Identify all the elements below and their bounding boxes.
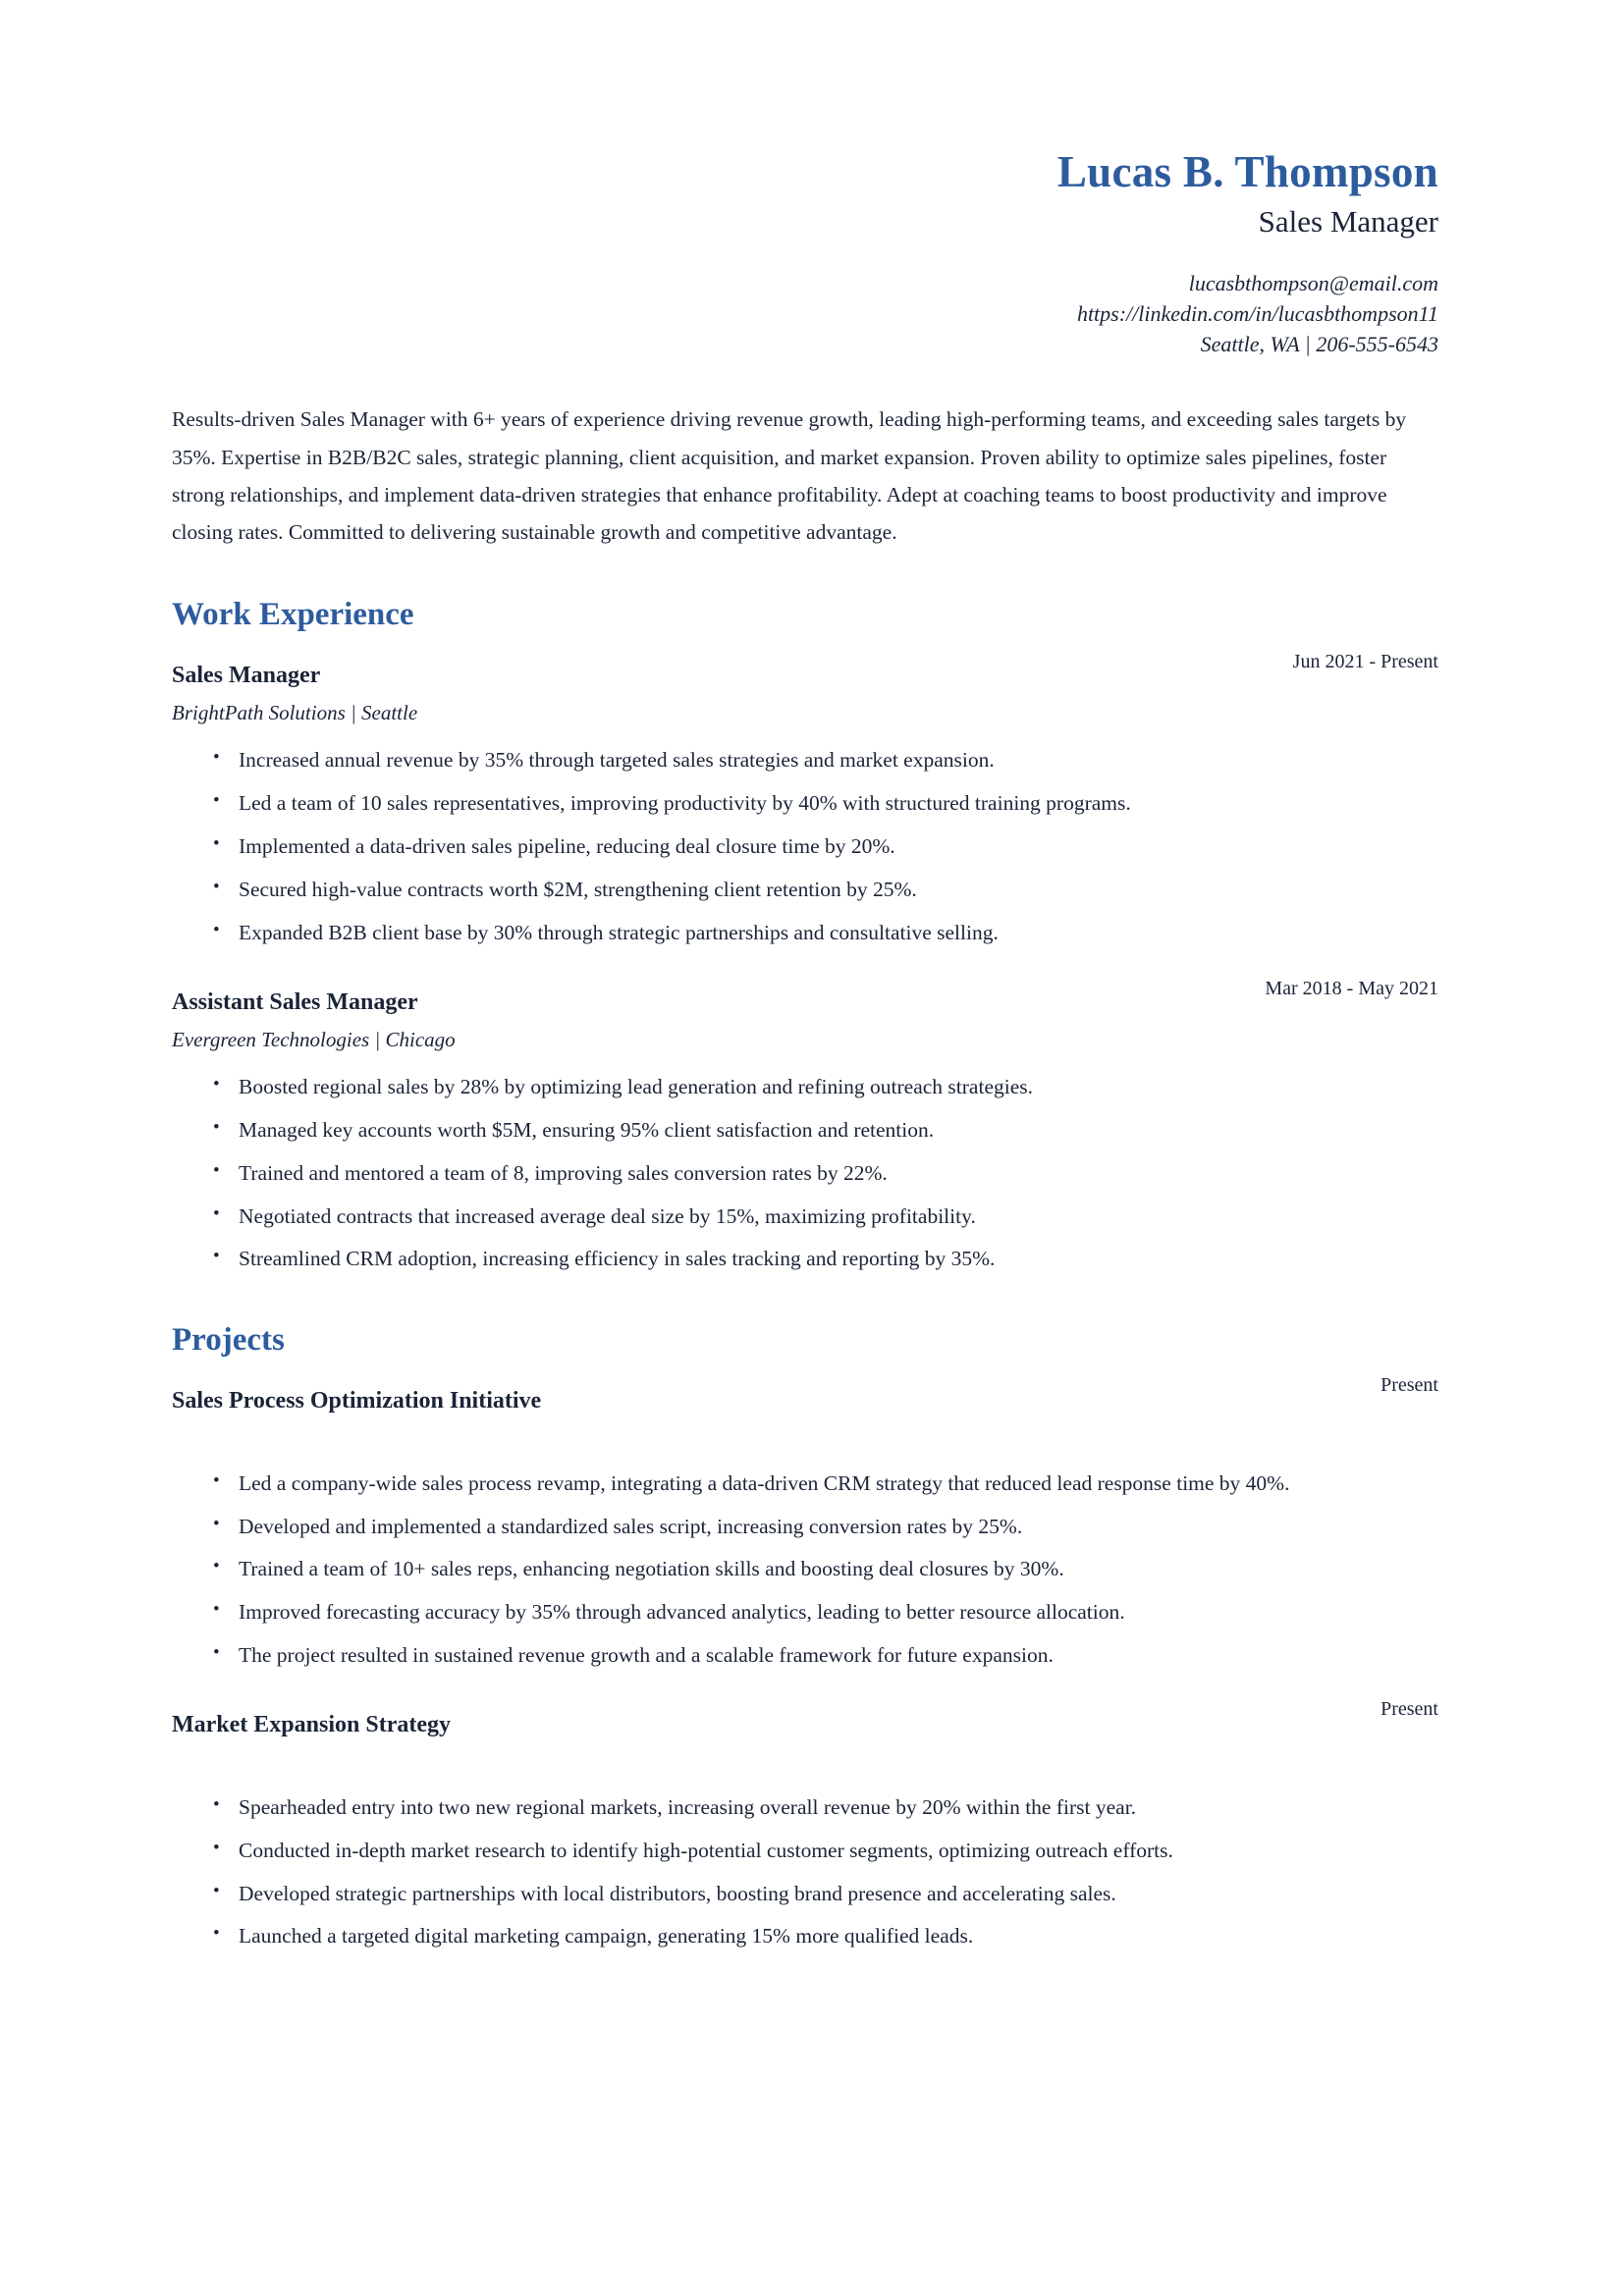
section-title-projects: Projects (172, 1322, 285, 1359)
resume-header (172, 0, 1438, 359)
project-entry (172, 1697, 1438, 1953)
work-entry-bullets (172, 743, 1438, 949)
contact-location-phone: Seattle, WA | 206-555-6543 (1200, 332, 1438, 357)
project-entry-title: Sales Process Optimization Initiative (172, 1387, 542, 1414)
bullet-item: • Secured high-value contracts worth $2M, strengthening client retention by 25%. (239, 873, 1438, 907)
project-entry-date: Present (1380, 1373, 1438, 1396)
bullet-item: • Streamlined CRM adoption, increasing efficiency in sales tracking and reporting by 35%. (239, 1242, 1438, 1276)
bullet-item: • Implemented a data-driven sales pipeline, reducing deal closure time by 20%. (239, 829, 1438, 864)
candidate-name: Lucas B. Thompson (1056, 147, 1438, 196)
work-entry-title: Sales Manager (172, 663, 321, 689)
contact-block (172, 268, 1438, 360)
project-entry-head (172, 1697, 1438, 1743)
bullet-item: • Trained and mentored a team of 8, improving sales conversion rates by 22%. (239, 1156, 1438, 1191)
candidate-job-title: Sales Manager (1258, 204, 1438, 240)
bullet-item: • Spearheaded entry into two new regional markets, increasing overall revenue by 20% within the first year. (239, 1790, 1438, 1825)
project-entry-title: Market Expansion Strategy (172, 1711, 451, 1737)
section-work-experience (172, 596, 1438, 1276)
bullet-item: • Launched a targeted digital marketing campaign, generating 15% more qualified leads. (239, 1919, 1438, 1953)
work-entry-head (172, 977, 1438, 1021)
project-entry-bullets (172, 1467, 1438, 1673)
project-entry-date: Present (1380, 1697, 1438, 1720)
section-projects (172, 1321, 1438, 1953)
bullet-item: • Negotiated contracts that increased average deal size by 15%, maximizing profitability. (239, 1200, 1438, 1234)
work-entry-company: Evergreen Technologies | Chicago (172, 1027, 456, 1051)
bullet-item: • Managed key accounts worth $5M, ensuring 95% client satisfaction and retention. (239, 1113, 1438, 1148)
bullet-item: • The project resulted in sustained revenue growth and a scalable framework for future expansion. (239, 1638, 1438, 1673)
contact-email[interactable]: lucasbthompson@email.com (1188, 270, 1438, 295)
work-entry-date: Jun 2021 - Present (1292, 651, 1438, 673)
bullet-item: • Boosted regional sales by 28% by optimizing lead generation and refining outreach strategies. (239, 1070, 1438, 1104)
work-entry-company: BrightPath Solutions | Seattle (172, 701, 418, 725)
bullet-item: • Trained a team of 10+ sales reps, enhancing negotiation skills and boosting deal closures by 30%. (239, 1552, 1438, 1586)
professional-summary: Results-driven Sales Manager with 6+ years of experience driving revenue growth, leading high-performing teams, and exceeding sales targets by 35%. Expertise in B2B/B2C sales, strategic planning, client acquisition, and market expansion. Proven ability to optimize sales pipelines, foster strong relationships, and implement data-driven strategies that enhance profitability. Adept at coaching teams to boost productivity and improve closing rates. Committed to delivering sustainable growth and competitive advantage. (172, 407, 1407, 545)
project-entry (172, 1373, 1438, 1673)
project-entry-bullets (172, 1790, 1438, 1953)
section-title-work-experience: Work Experience (172, 597, 414, 633)
work-entry-bullets (172, 1070, 1438, 1276)
work-entry (172, 651, 1438, 950)
bullet-item: • Led a team of 10 sales representatives, improving productivity by 40% with structured training programs. (239, 786, 1438, 821)
work-entry-title: Assistant Sales Manager (172, 988, 418, 1015)
bullet-item: • Increased annual revenue by 35% through targeted sales strategies and market expansion. (239, 743, 1438, 777)
bullet-item: • Improved forecasting accuracy by 35% through advanced analytics, leading to better resource allocation. (239, 1595, 1438, 1629)
bullet-item: • Developed and implemented a standardized sales script, increasing conversion rates by 25%. (239, 1510, 1438, 1544)
bullet-item: • Developed strategic partnerships with local distributors, boosting brand presence and accelerating sales. (239, 1877, 1438, 1911)
work-entry-date: Mar 2018 - May 2021 (1265, 977, 1438, 999)
resume-content (172, 0, 1438, 1953)
work-entry-head (172, 651, 1438, 694)
work-entry (172, 977, 1438, 1277)
project-entry-head (172, 1373, 1438, 1419)
contact-linkedin[interactable]: https://linkedin.com/in/lucasbthompson11 (1076, 300, 1438, 326)
bullet-item: • Conducted in-depth market research to identify high-potential customer segments, optimizing outreach efforts. (239, 1834, 1438, 1868)
bullet-item: • Led a company-wide sales process revamp, integrating a data-driven CRM strategy that reduced lead response time by 40%. (239, 1467, 1438, 1501)
bullet-item: • Expanded B2B client base by 30% through strategic partnerships and consultative selling. (239, 916, 1438, 950)
